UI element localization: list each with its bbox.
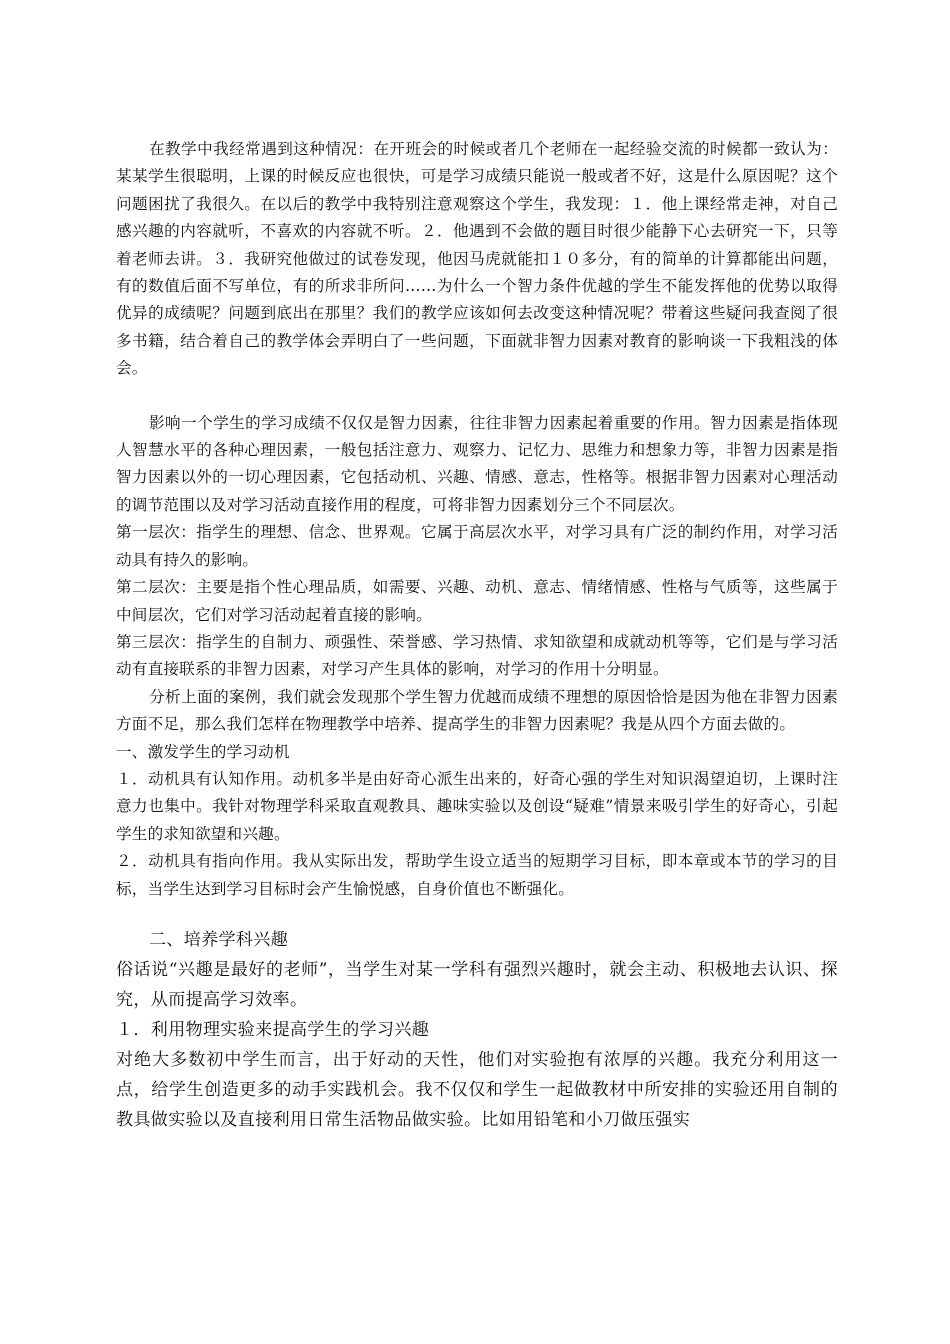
paragraph-spacer xyxy=(116,383,838,410)
document-page xyxy=(116,136,838,1135)
level-one-paragraph: 第一层次：指学生的理想、信念、世界观。它属于高层次水平，对学习具有广泛的制约作用，对学习活动具有持久的影响。 xyxy=(116,523,838,569)
nonintellectual-factors-paragraph: 影响一个学生的学习成绩不仅仅是智力因素，往往非智力因素起着重要的作用。智力因素是指体现人智慧水平的各种心理因素，一般包括注意力、观察力、记忆力、思维力和想象力等，非智力因素是指智力因素以外的一切心理因素，它包括动机、兴趣、情感、意志，性格等。根据非智力因素对心理活动的调节范围以及对学习活动直接作用的程度，可将非智力因素划分三个不同层次。 xyxy=(116,413,838,514)
section-spacer xyxy=(116,903,838,925)
section-heading-interest: 二、培养学科兴趣 xyxy=(149,929,289,950)
intro-paragraph: 在教学中我经常遇到这种情况：在开班会的时候或者几个老师在一起经验交流的时候都一致认为：某某学生很聪明，上课的时候反应也很快，可是学习成绩只能说一般或者不好，这是什么原因呢？这个问题困扰了我很久。在以后的教学中我特别注意观察这个学生，我发现：１．他上课经常走神，对自己感兴趣的内容就听，不喜欢的内容就不听。２．他遇到不会做的题目时很少能静下心去研究一下，只等着老师去讲。３．我研究他做过的试卷发现，他因马虎就能扣１０多分，有的简单的计算都能出问题，有的数值后面不写单位，有的所求非所问……为什么一个智力条件优越的学生不能发挥他的优势以取得优异的成绩呢？问题到底出在那里？我们的教学应该如何去改变这种情况呢？带着这些疑问我查阅了很多书籍，结合着自己的教学体会弄明白了一些问题，下面就非智力因素对教育的影响谈一下我粗浅的体会。 xyxy=(116,140,838,378)
motivation-point-one: １．动机具有认知作用。动机多半是由好奇心派生出来的，好奇心强的学生对知识渴望迫切，上课时注意力也集中。我针对物理学科采取直观教具、趣味实验以及创设“疑难”情景来吸引学生的好奇心，引起学生的求知欲望和兴趣。 xyxy=(116,769,838,843)
interest-intro-paragraph: 俗话说“兴趣是最好的老师”，当学生对某一学科有强烈兴趣时，就会主动、积极地去认识、探究，从而提高学习效率。 xyxy=(116,959,838,1010)
section-heading-motivation: 一、激发学生的学习动机 xyxy=(116,742,290,761)
analysis-paragraph: 分析上面的案例，我们就会发现那个学生智力优越而成绩不理想的原因恰恰是因为他在非智力因素方面不足，那么我们怎样在物理教学中培养、提高学生的非智力因素呢？我是从四个方面去做的。 xyxy=(116,687,838,734)
level-two-paragraph: 第二层次：主要是指个性心理品质，如需要、兴趣、动机、意志、情绪情感、性格与气质等，这些属于中间层次，它们对学习活动起着直接的影响。 xyxy=(116,578,838,624)
level-three-paragraph: 第三层次：指学生的自制力、顽强性、荣誉感、学习热情、求知欲望和成就动机等等，它们是与学习活动有直接联系的非智力因素，对学习产生具体的影响，对学习的作用十分明显。 xyxy=(116,632,838,679)
motivation-point-two: ２．动机具有指向作用。我从实际出发，帮助学生设立适当的短期学习目标，即本章或本节的学习的目标，当学生达到学习目标时会产生愉悦感，自身价值也不断强化。 xyxy=(116,852,838,898)
interest-subheading-experiments: １．利用物理实验来提高学生的学习兴趣 xyxy=(116,1019,430,1040)
experiments-paragraph: 对绝大多数初中学生而言，出于好动的天性，他们对实验抱有浓厚的兴趣。我充分利用这一点，给学生创造更多的动手实践机会。我不仅仅和学生一起做教材中所安排的实验还用自制的教具做实验以及直接利用日常生活物品做实验。比如用铅笔和小刀做压强实 xyxy=(116,1049,838,1130)
